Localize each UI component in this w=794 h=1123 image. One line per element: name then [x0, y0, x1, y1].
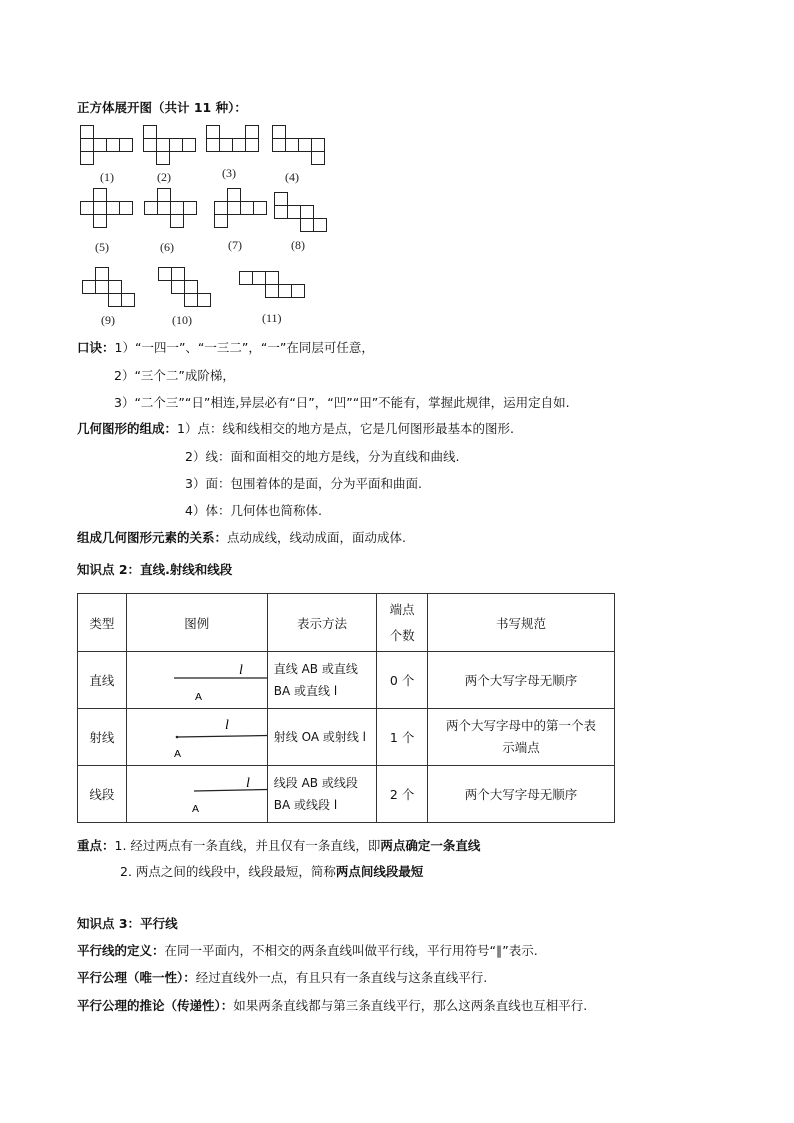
- row-method-2: BA 或线段 l: [273, 798, 338, 812]
- relation-text: 点动成线，线动成面，面动成体.: [227, 530, 406, 545]
- rhyme-lead: 口诀：: [77, 340, 115, 355]
- row-method-2: BA 或直线 l: [273, 684, 338, 698]
- net-label: (3): [222, 166, 236, 180]
- row-method-1: 线段 AB 或线段: [273, 776, 358, 790]
- net-label: (1): [100, 170, 114, 184]
- key-point-1-text: 1. 经过两点有一条直线，并且仅有一条直线，即: [114, 838, 381, 853]
- header-figure: 图例: [126, 594, 267, 652]
- composition-line-1: [77, 419, 514, 437]
- key-point-1-bold: 两点确定一条直线: [380, 838, 481, 853]
- row-method-1: 直线 AB 或直线: [273, 662, 358, 676]
- parallel-def-text: 在同一平面内，不相交的两条直线叫做平行线，平行用符号“∥”表示.: [164, 943, 538, 958]
- rhyme-line-2: 2）“三个二”成阶梯，: [114, 368, 235, 383]
- nets-heading: 正方体展开图（共计 11 种）：: [77, 100, 247, 115]
- composition-item-2: 2）线：面和面相交的地方是线，分为直线和曲线.: [185, 449, 460, 464]
- row-norm: 两个大写字母无顺序: [428, 766, 615, 823]
- relation-lead: 组成几何图形元素的关系：: [77, 530, 228, 545]
- row-count: 2 个: [377, 766, 428, 823]
- line-figure: [127, 652, 267, 708]
- parallel-def-lead: 平行线的定义：: [77, 943, 165, 958]
- row-method: [267, 709, 376, 766]
- net-label: (4): [285, 170, 299, 184]
- row-norm-2: 示端点: [502, 740, 540, 755]
- kp2-heading: [77, 560, 232, 578]
- net-label: (6): [160, 240, 174, 254]
- row-type: 射线: [78, 709, 127, 766]
- table-row: [78, 709, 615, 766]
- parallel-cor-text: 如果两条直线都与第三条直线平行，那么这两条直线也互相平行.: [233, 998, 588, 1013]
- net-label: (7): [228, 238, 242, 252]
- kp3-heading: [77, 914, 178, 932]
- point-a: A: [191, 803, 199, 815]
- net-label: (8): [291, 238, 305, 252]
- line-label-l: l: [224, 718, 229, 733]
- key-point-1: [77, 836, 480, 854]
- line-types-table: [77, 593, 615, 823]
- kp2-lead: 知识点 2：: [77, 562, 141, 577]
- point-a: A: [194, 691, 202, 703]
- net-label: (5): [95, 240, 109, 254]
- table-header-row: [78, 594, 615, 652]
- header-endpoints-1: 端点: [389, 601, 415, 617]
- net-label: (2): [157, 170, 171, 184]
- row-figure: [126, 709, 267, 766]
- header-method: 表示方法: [267, 594, 376, 652]
- kp3-lead: 知识点 3：: [77, 916, 141, 931]
- ray-figure: [127, 709, 267, 765]
- net-label: (10): [172, 313, 192, 327]
- row-norm: 两个大写字母无顺序: [428, 652, 615, 709]
- parallel-axiom-lead: 平行公理（唯一性）：: [77, 970, 196, 985]
- row-type: 直线: [78, 652, 127, 709]
- row-norm: [428, 709, 615, 766]
- rhyme-line-1: [77, 338, 374, 356]
- composition-lead: 几何图形的组成：: [77, 421, 178, 436]
- header-endpoints: [377, 594, 428, 652]
- composition-item-4: 4）体：几何体也简称体.: [185, 503, 322, 518]
- parallel-definition: [77, 941, 538, 959]
- parallel-axiom-text: 经过直线外一点，有且只有一条直线与这条直线平行.: [195, 970, 488, 985]
- parallel-cor-lead: 平行公理的推论（传递性）：: [77, 998, 234, 1013]
- row-count: 0 个: [377, 652, 428, 709]
- table-row: [78, 652, 615, 709]
- table-row: [78, 766, 615, 823]
- segment-figure: [127, 766, 267, 822]
- row-count: 1 个: [377, 709, 428, 766]
- key-points-lead: 重点：: [77, 838, 115, 853]
- row-method: [267, 766, 376, 823]
- row-figure: [126, 766, 267, 823]
- header-norms: 书写规范: [428, 594, 615, 652]
- row-type: 线段: [78, 766, 127, 823]
- rhyme-text-1: 1）“一四一”、“一三二”，“一”在同层可任意，: [114, 340, 374, 355]
- row-norm-1: 两个大写字母中的第一个表: [446, 718, 597, 733]
- parallel-corollary: [77, 996, 587, 1014]
- key-point-2: [120, 862, 423, 880]
- header-type: 类型: [78, 594, 127, 652]
- point-a: A: [173, 748, 181, 760]
- net-label: (11): [262, 311, 282, 325]
- composition-item-1: 1）点：线和线相交的地方是点，它是几何图形最基本的图形.: [177, 421, 514, 436]
- net-label: (9): [101, 313, 115, 327]
- composition-item-3: 3）面：包围着体的是面，分为平面和曲面.: [185, 476, 422, 491]
- line-label-l: l: [245, 776, 250, 791]
- key-point-2-bold: 两点间线段最短: [335, 864, 424, 879]
- header-endpoints-2: 个数: [389, 627, 415, 643]
- kp3-title: 平行线: [140, 916, 178, 931]
- row-method-1: 射线 OA 或射线 l: [273, 730, 367, 744]
- parallel-axiom: [77, 968, 487, 986]
- row-figure: [126, 652, 267, 709]
- kp2-title: 直线.射线和线段: [140, 562, 233, 577]
- rhyme-line-3: 3）“二个三”“日”相连,异层必有“日”，“凹”“田”不能有，掌握此规律，运用定自如.: [114, 395, 570, 410]
- row-method: [267, 652, 376, 709]
- line-label-l: l: [238, 663, 243, 678]
- key-point-2-text: 2. 两点之间的线段中，线段最短，简称: [120, 864, 336, 879]
- relation-line: [77, 528, 406, 546]
